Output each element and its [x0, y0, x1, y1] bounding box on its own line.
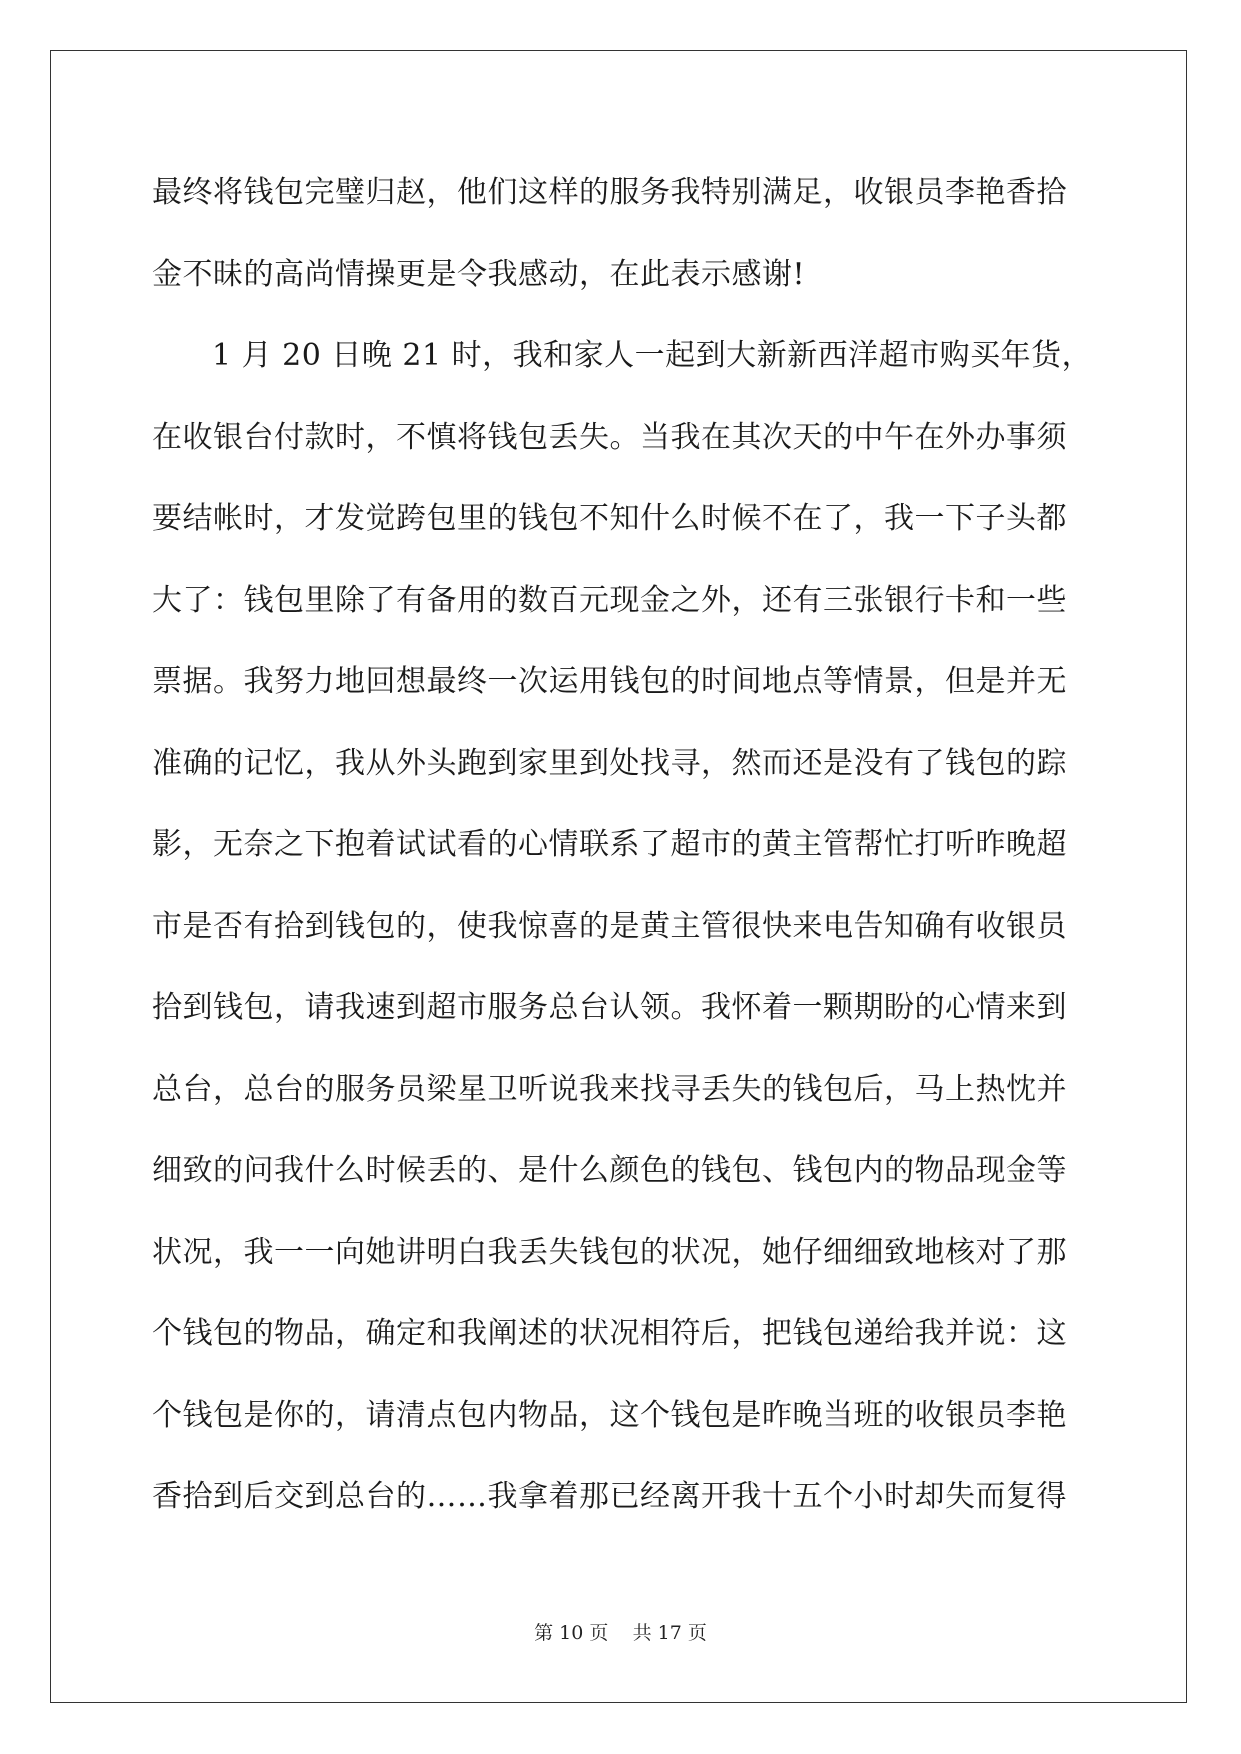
text-line: 个钱包是你的，请清点包内物品，这个钱包是昨晚当班的收银员李艳	[152, 1397, 1067, 1433]
page-footer	[0, 1618, 1241, 1645]
text-line: 大了：钱包里除了有备用的数百元现金之外，还有三张银行卡和一些	[152, 582, 1067, 618]
text-line: 香拾到后交到总台的……我拿着那已经离开我十五个小时却失而复得	[152, 1479, 1067, 1514]
text-line: 状况，我一一向她讲明白我丢失钱包的状况，她仔细细致地核对了那	[152, 1234, 1067, 1270]
page-total: 共 17 页	[632, 1622, 707, 1644]
text-line: 影，无奈之下抱着试试看的心情联系了超市的黄主管帮忙打听昨晚超	[152, 827, 1067, 862]
text-line: 拾到钱包，请我速到超市服务总台认领。我怀着一颗期盼的心情来到	[152, 990, 1067, 1025]
text-line: 准确的记忆，我从外头跑到家里到处找寻，然而还是没有了钱包的踪	[152, 745, 1067, 781]
text-line: 票据。我努力地回想最终一次运用钱包的时间地点等情景，但是并无	[152, 664, 1067, 699]
text-line: 在收银台付款时，不慎将钱包丢失。当我在其次天的中午在外办事须	[152, 419, 1067, 455]
text-line: 最终将钱包完璧归赵，他们这样的服务我特别满足，收银员李艳香拾	[152, 175, 1067, 210]
text-line: 总台，总台的服务员梁星卫听说我来找寻丢失的钱包后，马上热忱并	[152, 1071, 1067, 1107]
paragraph-start-line: 1 月 20 日晚 21 时，我和家人一起到大新新西洋超市购买年货，	[212, 338, 1093, 373]
text-line: 细致的问我什么时候丢的、是什么颜色的钱包、钱包内的物品现金等	[152, 1153, 1067, 1188]
text-line: 金不昧的高尚情操更是令我感动，在此表示感谢!	[152, 256, 806, 292]
text-line: 要结帐时，才发觉跨包里的钱包不知什么时候不在了，我一下子头都	[152, 501, 1067, 536]
text-line: 个钱包的物品，确定和我阐述的状况相符后，把钱包递给我并说：这	[152, 1316, 1067, 1351]
document-body	[152, 163, 1092, 1549]
page-number: 第 10 页	[534, 1622, 609, 1644]
text-line: 市是否有拾到钱包的，使我惊喜的是黄主管很快来电告知确有收银员	[152, 908, 1067, 944]
